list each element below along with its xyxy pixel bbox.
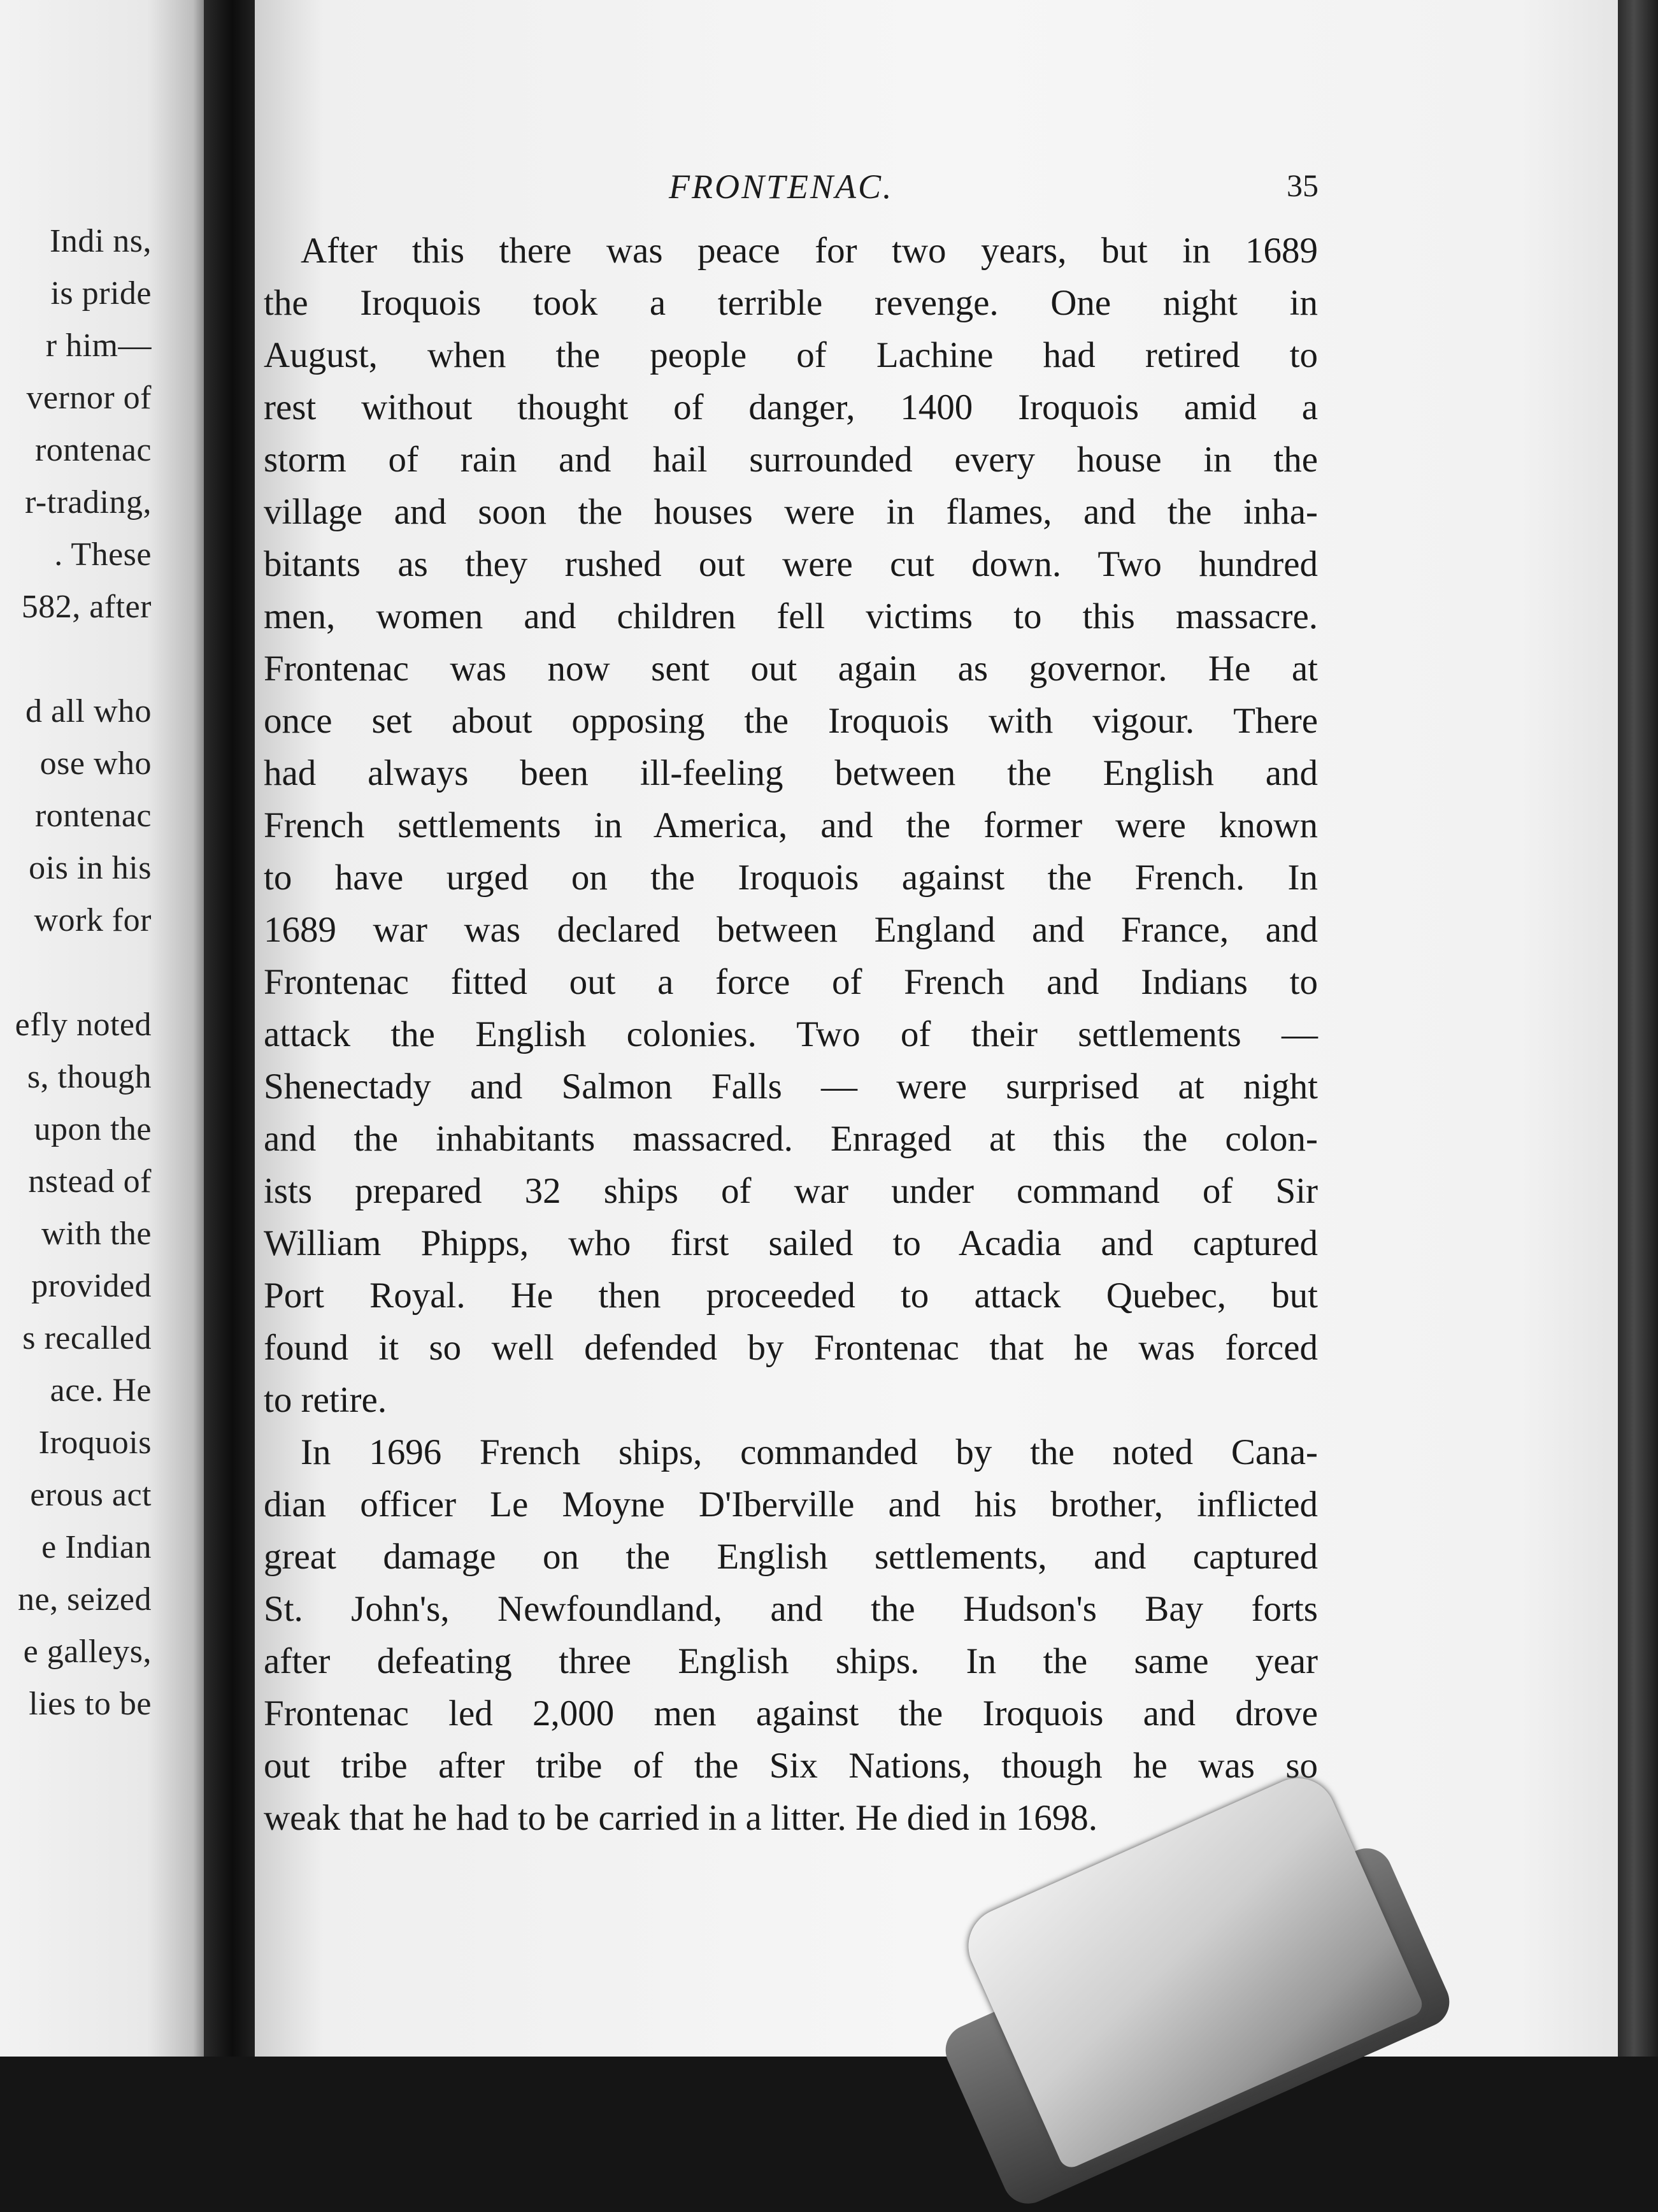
body-text-line: 1689 war was declared between England and France, and xyxy=(264,910,1318,950)
body-text-line: attack the English colonies. Two of their settlements — xyxy=(264,1014,1318,1054)
left-page-line: rontenac xyxy=(34,432,152,468)
left-page-line: upon the xyxy=(34,1111,152,1147)
body-text-line: Frontenac fitted out a force of French and Indians to xyxy=(264,962,1318,1002)
body-text-line: William Phipps, who first sailed to Acadia and captured xyxy=(264,1223,1318,1263)
body-text-line: Frontenac led 2,000 men against the Iroquois and drove xyxy=(264,1693,1318,1734)
left-page-line: e galleys, xyxy=(23,1634,152,1670)
left-page-line: Indi ns, xyxy=(50,223,152,259)
body-text-line: weak that he had to be carried in a litter. He died in 1698. xyxy=(264,1798,1097,1838)
book-gutter xyxy=(204,0,261,2057)
left-page-line: efly noted xyxy=(15,1007,152,1043)
left-page-line: erous act xyxy=(30,1477,152,1513)
body-text-line: out tribe after tribe of the Six Nations, though he was so xyxy=(264,1746,1318,1786)
body-text-line: St. John's, Newfoundland, and the Hudson's Bay forts xyxy=(264,1589,1318,1629)
body-text-line: Port Royal. He then proceeded to attack Quebec, but xyxy=(264,1275,1318,1316)
left-page-line: s recalled xyxy=(22,1320,152,1356)
left-page-line: ace. He xyxy=(50,1372,152,1409)
left-page-line: 582, after xyxy=(21,589,152,625)
left-page-line: ois in his xyxy=(29,850,152,886)
body-text-line: the Iroquois took a terrible revenge. One night in xyxy=(264,283,1318,323)
body-text-line: ists prepared 32 ships of war under command of Sir xyxy=(264,1171,1318,1211)
body-text-line: village and soon the houses were in flames, and the inha- xyxy=(264,492,1318,532)
left-page-line: with the xyxy=(41,1216,152,1252)
body-text-line: Frontenac was now sent out again as governor. He at xyxy=(264,649,1318,689)
left-page-line: rontenac xyxy=(34,798,152,834)
body-text-line: After this there was peace for two years, but in 1689 xyxy=(301,231,1318,271)
body-text-line: dian officer Le Moyne D'Iberville and his brother, inflicted xyxy=(264,1484,1318,1525)
left-page-line: Iroquois xyxy=(38,1425,152,1461)
left-page-line: r-trading, xyxy=(25,484,152,521)
left-page-line: nstead of xyxy=(28,1163,152,1200)
body-text-line: great damage on the English settlements, and captured xyxy=(264,1537,1318,1577)
left-page-line: s, though xyxy=(27,1059,152,1095)
left-page-line: d all who xyxy=(25,693,152,729)
left-page-line: e Indian xyxy=(41,1529,152,1565)
left-page-line: provided xyxy=(31,1268,152,1304)
body-text-line: rest without thought of danger, 1400 Iroquois amid a xyxy=(264,387,1318,427)
left-page-line: r him— xyxy=(45,327,152,364)
body-text-line: once set about opposing the Iroquois with vigour. There xyxy=(264,701,1318,741)
body-text-line: Shenectady and Salmon Falls — were surprised at night xyxy=(264,1066,1318,1107)
left-page-line: ose who xyxy=(39,745,152,782)
left-page-line: lies to be xyxy=(29,1686,152,1722)
running-head: FRONTENAC. xyxy=(669,168,894,206)
body-text-line: had always been ill-feeling between the English and xyxy=(264,753,1318,793)
body-text-line: and the inhabitants massacred. Enraged at this the colon- xyxy=(264,1119,1318,1159)
page-edge xyxy=(1618,0,1658,2057)
body-text-line: found it so well defended by Frontenac that he was forced xyxy=(264,1328,1318,1368)
left-page-line: . These xyxy=(54,536,152,573)
body-text-line: French settlements in America, and the former were known xyxy=(264,805,1318,845)
body-text-line: to retire. xyxy=(264,1380,387,1420)
left-page-line: vernor of xyxy=(26,380,152,416)
left-page-line: work for xyxy=(34,902,152,938)
body-text-line: bitants as they rushed out were cut down. Two hundred xyxy=(264,544,1318,584)
body-text-line: after defeating three English ships. In the same year xyxy=(264,1641,1318,1681)
body-text-line: In 1696 French ships, commanded by the noted Cana- xyxy=(301,1432,1318,1472)
body-text-line: to have urged on the Iroquois against the French. In xyxy=(264,858,1318,898)
body-text-line: August, when the people of Lachine had retired to xyxy=(264,335,1318,375)
page-number: 35 xyxy=(1287,168,1319,203)
right-page xyxy=(255,0,1629,2057)
left-page-line: is pride xyxy=(50,275,152,312)
left-page-line: ne, seized xyxy=(17,1581,152,1618)
left-page xyxy=(0,0,210,2057)
body-text-line: men, women and children fell victims to this massacre. xyxy=(264,596,1318,636)
body-text-line: storm of rain and hail surrounded every house in the xyxy=(264,440,1318,480)
